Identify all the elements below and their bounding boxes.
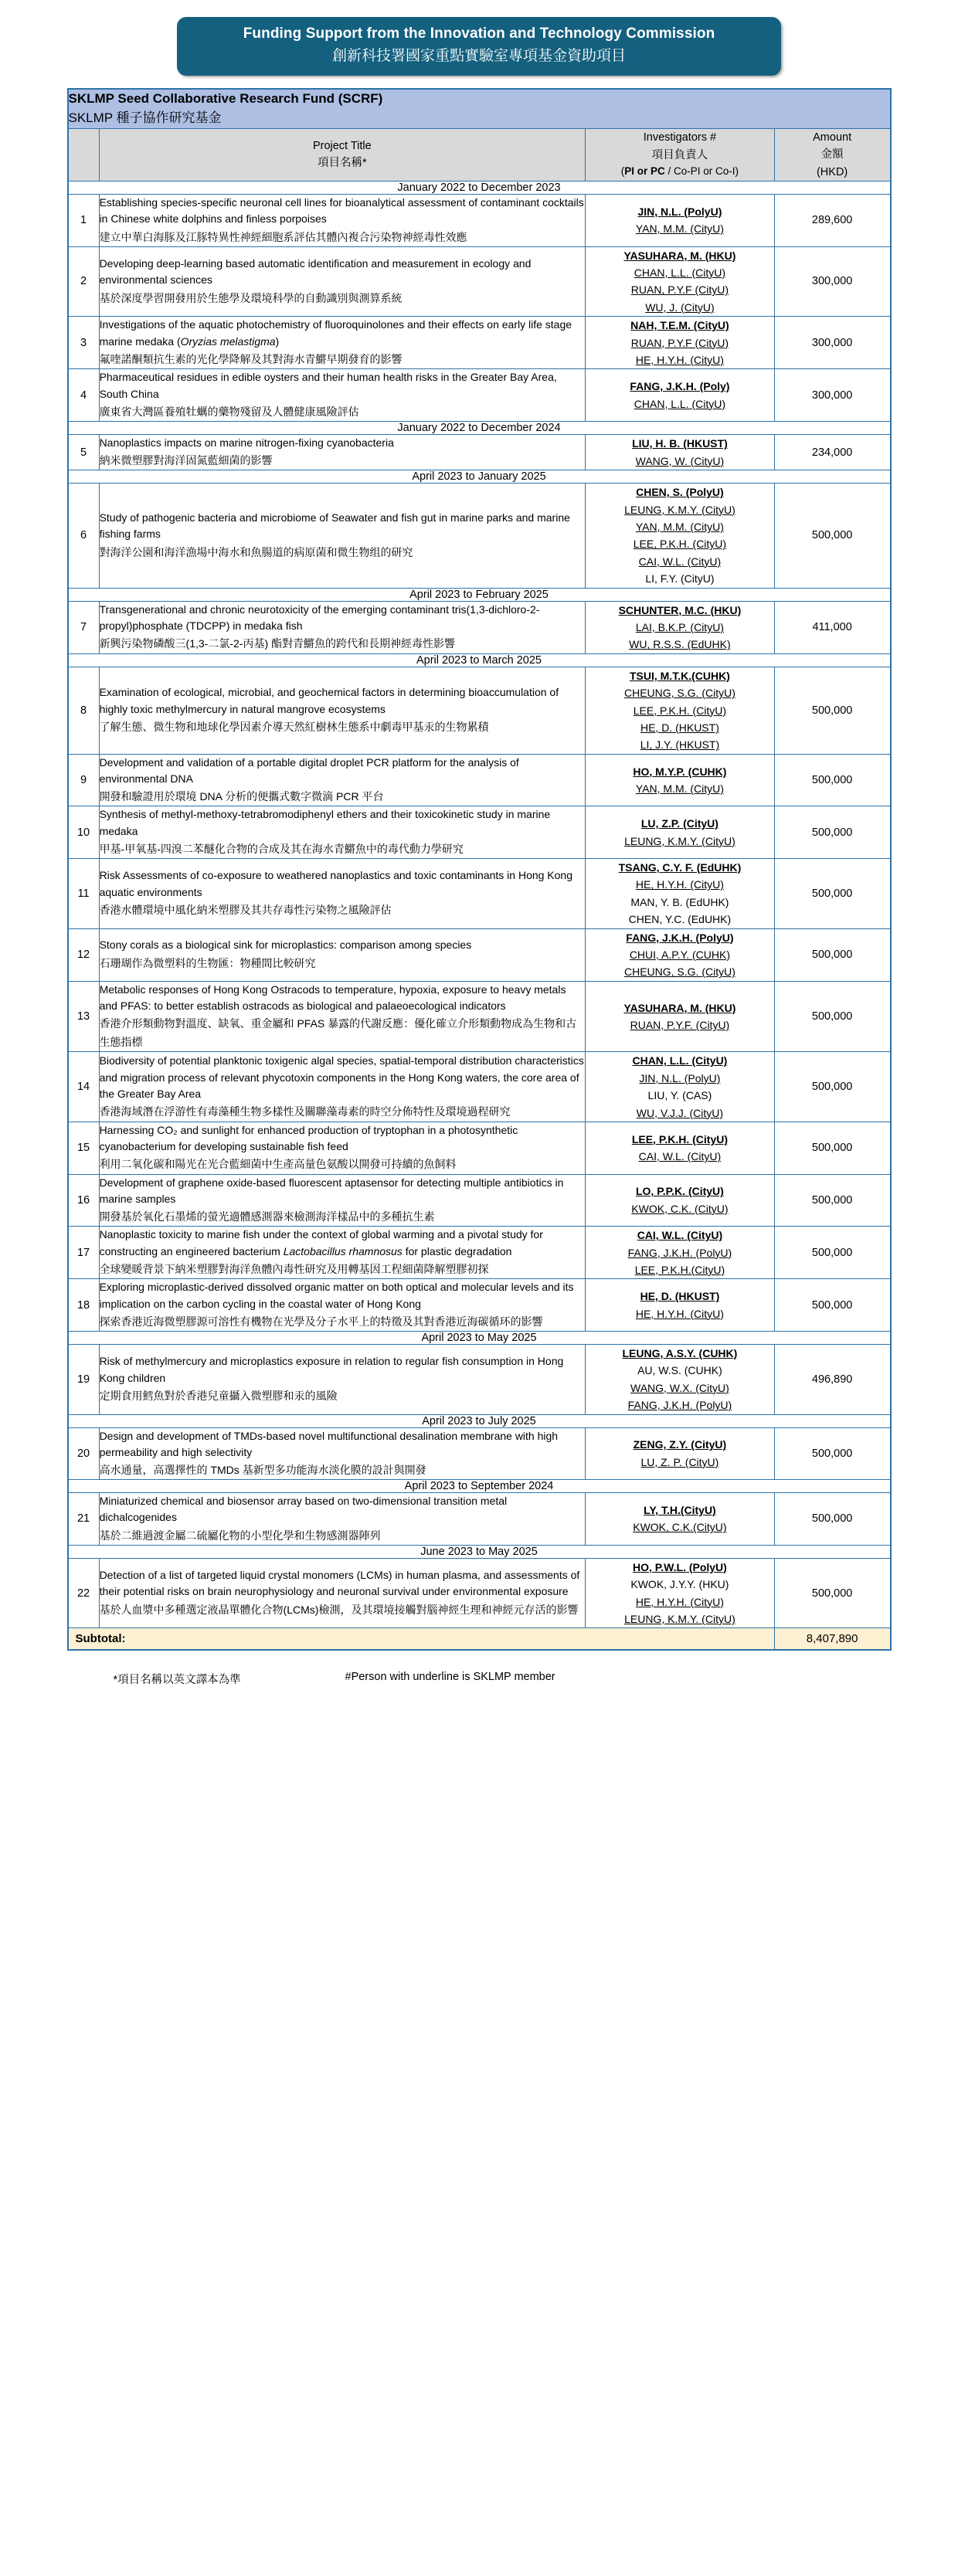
investigator-name: CHEUNG, S.G. (CityU) — [623, 687, 735, 700]
investigator-name: HO, M.Y.P. (CUHK) — [633, 765, 727, 778]
investigator-name: HE, H.Y.H. (CityU) — [635, 878, 724, 891]
period-label: April 2023 to May 2025 — [68, 1331, 890, 1344]
amount-cell: 500,000 — [774, 1558, 890, 1628]
project-title-cell — [99, 806, 586, 859]
table-row — [68, 1279, 890, 1332]
investigator-name: LU, Z. P. (CityU) — [640, 1455, 719, 1468]
investigator-name: LI, J.Y. (HKUST) — [640, 738, 720, 752]
investigator-name: LEUNG, A.S.Y. (CUHK) — [622, 1346, 738, 1359]
project-title-en: Design and development of TMDs-based novel multifunctional desalination membrane with high permeability and high selectivity — [99, 1429, 559, 1458]
project-title-cell — [99, 928, 586, 981]
investigator-name: LO, P.P.K. (CityU) — [635, 1185, 724, 1198]
period-row — [68, 470, 890, 484]
project-title-zh: 高水通量，高選擇性的 TMDs 基新型多功能海水淡化膜的設計與開發 — [99, 1464, 426, 1477]
amount-cell: 300,000 — [774, 246, 890, 317]
project-title-zh: 開發和驗證用於環境 DNA 分析的便攜式數字微滴 PCR 平台 — [99, 790, 384, 803]
project-title-cell — [99, 1122, 586, 1174]
investigator-name: RUAN, P.Y.F. (CityU) — [630, 1019, 730, 1032]
amount-cell: 500,000 — [774, 754, 890, 806]
investigator-name: CHUI, A.P.Y. (CUHK) — [629, 948, 730, 961]
amount-cell: 500,000 — [774, 1427, 890, 1480]
project-title-zh: 納米微塑膠對海洋固氮藍細菌的影響 — [99, 454, 273, 467]
project-number: 16 — [68, 1174, 99, 1227]
project-title-cell — [99, 369, 586, 422]
project-title-zh: 基於二維過渡金屬二硫屬化物的小型化學和生物感測器陣列 — [99, 1529, 381, 1542]
investigator-name: WANG, W. (CityU) — [635, 454, 725, 467]
investigator-name: NAH, T.E.M. (CityU) — [630, 319, 729, 332]
project-title-cell — [99, 858, 586, 928]
funding-table-container — [67, 88, 892, 1651]
project-title-en: Transgenerational and chronic neurotoxicity of the emerging contaminant tris(1,3-dichloro-2-propyl)phosphate (TDCPP) in medaka fish — [99, 602, 540, 633]
project-number: 15 — [68, 1122, 99, 1174]
investigator-name: YAN, M.M. (CityU) — [635, 222, 724, 236]
investigator-name: LIU, Y. (CAS) — [647, 1089, 712, 1102]
investigator-name: WU, V.J.J. (CityU) — [636, 1106, 724, 1119]
period-label: April 2023 to February 2025 — [68, 588, 890, 601]
investigator-name: WU, R.S.S. (EdUHK) — [629, 638, 731, 651]
amount-cell: 500,000 — [774, 1279, 890, 1332]
investigator-name: LEE, P.K.H.(CityU) — [634, 1263, 725, 1276]
investigator-name: ZENG, Z.Y. (CityU) — [633, 1438, 727, 1451]
investigators-cell — [586, 1174, 775, 1227]
project-title-zh: 了解生態、微生物和地球化學因素介導天然紅樹林生態系中劇毒甲基汞的生物累積 — [99, 721, 489, 733]
investigators-cell — [586, 1052, 775, 1122]
table-row — [68, 194, 890, 246]
project-title-cell — [99, 317, 586, 369]
table-row — [68, 484, 890, 588]
project-title-zh: 建立中華白海豚及江豚特異性神經細胞系評估其體內複合污染物神經毒性效應 — [99, 230, 467, 243]
investigator-name: YASUHARA, M. (HKU) — [623, 249, 736, 262]
project-title-zh: 香港介形類動物對溫度、缺氧、重金屬和 PFAS 暴露的代謝反應：優化確立介形類動物成為生物和古生態指標 — [99, 1017, 577, 1049]
investigator-name: HE, D. (HKUST) — [640, 1290, 720, 1303]
project-title-en: Risk Assessments of co-exposure to weathered nanoplastics and toxic contaminants in Hong Kong aquatic environments — [99, 869, 573, 898]
investigator-name: YAN, M.M. (CityU) — [635, 521, 724, 534]
investigators-cell — [586, 981, 775, 1052]
amount-cell: 411,000 — [774, 601, 890, 653]
investigator-name: AU, W.S. (CUHK) — [637, 1364, 722, 1377]
column-header-project-title-en: Project Title — [312, 139, 372, 152]
project-title-cell — [99, 1558, 586, 1628]
investigators-cell — [586, 246, 775, 317]
project-number: 3 — [68, 317, 99, 369]
amount-cell: 500,000 — [774, 1493, 890, 1546]
investigators-cell — [586, 194, 775, 246]
investigator-name: CHAN, L.L. (CityU) — [632, 1054, 728, 1067]
investigator-name: LEUNG, K.M.Y. (CityU) — [624, 503, 735, 516]
investigator-name: LAI, B.K.P. (CityU) — [635, 621, 724, 634]
project-title-en: Biodiversity of potential planktonic toxigenic algal species, spatial-temporal distribution characteristics and migration process of relevant phycotoxin components in the Hong Kong waters, the core area of the Greater Bay Area — [99, 1054, 584, 1100]
funding-banner — [177, 17, 781, 76]
table-row — [68, 667, 890, 754]
investigator-name: CHEN, S. (PolyU) — [636, 486, 724, 499]
period-label: June 2023 to May 2025 — [68, 1545, 890, 1558]
project-title-cell — [99, 601, 586, 653]
project-number: 8 — [68, 667, 99, 754]
investigator-name: RUAN, P.Y.F (CityU) — [630, 336, 729, 349]
amount-cell: 234,000 — [774, 434, 890, 470]
project-title-cell — [99, 981, 586, 1052]
investigator-name: LEE, P.K.H. (CityU) — [633, 538, 727, 551]
project-title-zh: 廣東省大灣區養殖牡蠣的藥物殘留及人體健康風險評估 — [99, 405, 359, 418]
project-title-zh: 探索香港近海微塑膠源可溶性有機物在光學及分子水平上的特徵及其對香港近海碳循环的影響 — [99, 1315, 543, 1328]
amount-cell: 496,890 — [774, 1344, 890, 1414]
investigator-name: LY, T.H.(CityU) — [644, 1504, 716, 1517]
project-title-zh: 基於深度學習開發用於生態學及環境科學的自動識別與測算系統 — [99, 291, 403, 304]
project-title-cell — [99, 194, 586, 246]
project-number: 12 — [68, 928, 99, 981]
fund-title-chinese: SKLMP 種子協作研究基金 — [68, 110, 222, 125]
investigator-name: KWOK, C.K.(CityU) — [633, 1521, 727, 1534]
period-label: January 2022 to December 2024 — [68, 421, 890, 434]
funding-table — [68, 89, 891, 1650]
amount-cell: 500,000 — [774, 484, 890, 588]
project-title-zh: 全球變暖背景下納米塑膠對海洋魚體內毒性研究及用轉基因工程細菌降解塑膠初探 — [99, 1262, 489, 1275]
column-header-amount — [774, 128, 890, 181]
table-row — [68, 1227, 890, 1279]
period-label: April 2023 to September 2024 — [68, 1480, 890, 1493]
investigator-name: LI, F.Y. (CityU) — [645, 572, 715, 585]
investigator-name: WU, J. (CityU) — [645, 300, 715, 314]
investigator-name: KWOK, C.K. (CityU) — [631, 1202, 729, 1215]
table-row — [68, 369, 890, 422]
investigator-name: JIN, N.L. (PolyU) — [637, 205, 722, 218]
project-title-cell — [99, 1279, 586, 1332]
project-title-zh: 新興污染物磷酸三(1,3-二氯-2-丙基) 酯對青鱂魚的跨代和長期神經毒性影響 — [99, 637, 456, 650]
investigator-name: CHEUNG, S.G. (CityU) — [623, 966, 735, 979]
investigators-cell — [586, 1279, 775, 1332]
investigator-name: LEUNG, K.M.Y. (CityU) — [624, 1612, 735, 1625]
project-title-en: Harnessing CO₂ and sunlight for enhanced production of tryptophan in a photosynthetic cyanobacterium for developing sustainable fish feed — [99, 1123, 518, 1153]
investigator-name: WANG, W.X. (CityU) — [630, 1381, 729, 1394]
project-title-zh: 對海洋公園和海洋漁場中海水和魚腸道的病原菌和微生物组的研究 — [99, 545, 413, 558]
table-row — [68, 1427, 890, 1480]
project-number: 18 — [68, 1279, 99, 1332]
column-header-project-title — [99, 128, 586, 181]
table-row — [68, 1493, 890, 1546]
table-row — [68, 754, 890, 806]
footnote-title-note: *項目名稱以英文譯本為準 — [113, 1674, 241, 1687]
project-title-zh: 甲基-甲氧基-四溴二苯醚化合物的合成及其在海水青鱂魚中的毒代動力學研究 — [99, 842, 464, 855]
investigators-cell — [586, 1344, 775, 1414]
amount-cell: 500,000 — [774, 1174, 890, 1227]
investigators-cell — [586, 806, 775, 859]
investigator-name: LEE, P.K.H. (CityU) — [633, 704, 727, 717]
investigator-name: JIN, N.L. (PolyU) — [639, 1071, 721, 1084]
investigators-cell — [586, 317, 775, 369]
fund-title-english: SKLMP Seed Collaborative Research Fund (SCRF) — [68, 91, 383, 107]
amount-cell: 500,000 — [774, 981, 890, 1052]
investigators-cell — [586, 369, 775, 422]
column-header-amount-en: Amount — [813, 131, 852, 144]
funding-table-body — [68, 90, 890, 1650]
investigator-name: CHAN, L.L. (CityU) — [634, 266, 726, 279]
period-row — [68, 1331, 890, 1344]
table-row — [68, 1052, 890, 1122]
table-row — [68, 246, 890, 317]
table-row — [68, 1122, 890, 1174]
period-row — [68, 1545, 890, 1558]
project-title-en: Risk of methylmercury and microplastics exposure in relation to regular fish consumption in Hong Kong children — [99, 1355, 564, 1384]
fund-title-cell — [68, 90, 890, 128]
project-title-zh: 開發基於氧化石墨烯的螢光適體感測器來檢測海洋樣品中的多種抗生素 — [99, 1210, 435, 1224]
table-row — [68, 806, 890, 859]
amount-cell: 289,600 — [774, 194, 890, 246]
period-row — [68, 421, 890, 434]
project-number: 19 — [68, 1344, 99, 1414]
investigators-cell — [586, 484, 775, 588]
project-title-cell — [99, 1174, 586, 1227]
fund-title-row — [68, 90, 890, 128]
project-title-cell — [99, 1427, 586, 1480]
investigator-name: CAI, W.L. (CityU) — [638, 1150, 722, 1163]
investigators-cell — [586, 1558, 775, 1628]
column-header-amount-currency: (HKD) — [816, 165, 848, 178]
investigator-name: CHAN, L.L. (CityU) — [634, 397, 726, 410]
investigator-name: FANG, J.K.H. (PolyU) — [627, 1399, 732, 1412]
amount-cell: 300,000 — [774, 369, 890, 422]
project-number: 7 — [68, 601, 99, 653]
project-title-en: Miniaturized chemical and biosensor array based on two-dimensional transition metal dichalcogenides — [99, 1495, 508, 1524]
project-title-zh: 基於人血漿中多種選定液晶單體化合物(LCMs)檢測，及其環境接觸對腦神經生理和神經元存活的影響 — [99, 1603, 579, 1616]
investigator-name: KWOK, J.Y.Y. (HKU) — [630, 1578, 729, 1591]
investigators-cell — [586, 1122, 775, 1174]
period-label: April 2023 to January 2025 — [68, 470, 890, 484]
subtotal-row — [68, 1628, 890, 1650]
table-row — [68, 601, 890, 653]
project-title-zh: 香港海域潛在浮游性有毒藻種生物多樣性及關聯藻毒素的時空分佈特性及環境過程研究 — [99, 1105, 511, 1118]
banner-container — [0, 17, 958, 76]
investigator-name: TSANG, C.Y. F. (EdUHK) — [618, 860, 742, 874]
period-row — [68, 1414, 890, 1427]
period-row — [68, 1480, 890, 1493]
project-number: 20 — [68, 1427, 99, 1480]
project-number: 9 — [68, 754, 99, 806]
project-number: 1 — [68, 194, 99, 246]
footnotes — [67, 1671, 892, 1687]
project-title-en: Development of graphene oxide-based fluorescent aptasensor for detecting multiple antibiotics in marine samples — [99, 1176, 564, 1205]
investigator-name: YAN, M.M. (CityU) — [635, 782, 724, 796]
period-row — [68, 181, 890, 194]
project-title-cell — [99, 1227, 586, 1279]
investigators-cell — [586, 667, 775, 754]
subtotal-amount: 8,407,890 — [774, 1628, 890, 1650]
project-number: 13 — [68, 981, 99, 1052]
investigator-name: TSUI, M.T.K.(CUHK) — [629, 669, 730, 682]
project-number: 11 — [68, 858, 99, 928]
investigator-name: FANG, J.K.H. (Poly) — [630, 380, 730, 393]
column-header-investigators-zh: 項目負責人 — [651, 148, 708, 161]
investigator-name: HE, H.Y.H. (CityU) — [635, 1307, 724, 1320]
project-title-zh: 石珊瑚作為微塑料的生物匯：物種間比較研究 — [99, 956, 316, 969]
investigators-cell — [586, 858, 775, 928]
project-title-en: Pharmaceutical residues in edible oysters and their human health risks in the Greater Bay Area, South China — [99, 371, 557, 400]
amount-cell: 500,000 — [774, 858, 890, 928]
project-title-zh: 香港水體環境中風化納米塑膠及其共存毒性污染物之風險評估 — [99, 903, 392, 916]
project-title-en: Stony corals as a biological sink for microplastics: comparison among species — [99, 938, 472, 952]
project-number: 22 — [68, 1558, 99, 1628]
project-number: 4 — [68, 369, 99, 422]
investigators-cell — [586, 754, 775, 806]
project-number: 14 — [68, 1052, 99, 1122]
project-title-en: Study of pathogenic bacteria and microbiome of Seawater and fish gut in marine parks and marine fishing farms — [99, 511, 570, 541]
subtotal-label: Subtotal: — [68, 1628, 774, 1650]
amount-cell: 500,000 — [774, 667, 890, 754]
investigator-name: CHEN, Y.C. (EdUHK) — [628, 913, 732, 926]
project-title-cell — [99, 434, 586, 470]
investigators-cell — [586, 1493, 775, 1546]
banner-title-chinese: 創新科技署國家重點實驗室專項基金資助項目 — [331, 47, 626, 64]
investigators-cell — [586, 1427, 775, 1480]
period-label: January 2022 to December 2023 — [68, 181, 890, 194]
table-row — [68, 317, 890, 369]
project-number: 6 — [68, 484, 99, 588]
project-title-en: Examination of ecological, microbial, and geochemical factors in determining bioaccumulation of highly toxic methylmercury in natural mangrove ecosystems — [99, 686, 559, 715]
investigator-name: HE, D. (HKUST) — [640, 721, 719, 734]
investigator-name: HE, H.Y.H. (CityU) — [635, 353, 724, 366]
project-title-en: Nanoplastic toxicity to marine fish under the context of global warming and a pivotal study for constructing an engineered bacterium Lactobacillus rhamnosus for plastic degradation — [99, 1228, 543, 1257]
investigator-name: LU, Z.P. (CityU) — [640, 817, 718, 830]
investigator-name: FANG, J.K.H. (PolyU) — [626, 931, 734, 944]
investigators-cell — [586, 434, 775, 470]
project-title-en: Nanoplastics impacts on marine nitrogen-fixing cyanobacteria — [99, 436, 394, 449]
project-number: 21 — [68, 1493, 99, 1546]
project-number: 17 — [68, 1227, 99, 1279]
investigator-name: RUAN, P.Y.F (CityU) — [630, 283, 729, 297]
project-number: 5 — [68, 434, 99, 470]
investigators-cell — [586, 928, 775, 981]
column-header-investigators-en: Investigators # — [643, 131, 717, 144]
project-title-en: Synthesis of methyl-methoxy-tetrabromodiphenyl ethers and their toxicokinetic study in marine medaka — [99, 808, 551, 837]
table-row — [68, 1174, 890, 1227]
column-header-investigators-note: (PI or PC / Co-PI or Co-I) — [620, 165, 739, 178]
column-header-no — [68, 128, 99, 181]
column-header-row — [68, 128, 890, 181]
investigator-name: HO, P.W.L. (PolyU) — [632, 1560, 727, 1573]
project-title-zh: 氟喹諾酮類抗生素的光化學降解及其對海水青鱂早期發育的影響 — [99, 352, 403, 365]
project-title-cell — [99, 484, 586, 588]
investigators-cell — [586, 1227, 775, 1279]
project-title-en: Detection of a list of targeted liquid crystal monomers (LCMs) in human plasma, and assessments of their potential risks on brain neurophysiology and neuronal survival under environmental exposure — [99, 1569, 580, 1598]
project-number: 10 — [68, 806, 99, 859]
column-header-project-title-zh: 項目名稱* — [318, 157, 367, 170]
period-label: April 2023 to July 2025 — [68, 1414, 890, 1427]
investigator-name: LEUNG, K.M.Y. (CityU) — [624, 834, 735, 847]
project-title-cell — [99, 754, 586, 806]
amount-cell: 500,000 — [774, 928, 890, 981]
project-title-en: Metabolic responses of Hong Kong Ostracods to temperature, hypoxia, exposure to heavy metals and PFAS: to better establish ostracods as biological and palaeoecological indicators — [99, 983, 566, 1012]
project-title-en: Development and validation of a portable digital droplet PCR platform for the analysis of environmental DNA — [99, 755, 519, 786]
project-title-en: Establishing species-specific neuronal cell lines for bioanalytical assessment of contaminant cocktails in Chinese white dolphins and finless porpoises — [99, 195, 584, 226]
column-header-investigators — [586, 128, 775, 181]
investigator-name: CAI, W.L. (CityU) — [638, 555, 722, 568]
investigator-name: LIU, H. B. (HKUST) — [632, 437, 728, 450]
column-header-amount-zh: 金額 — [820, 148, 844, 161]
project-title-cell — [99, 667, 586, 754]
investigator-name: LEE, P.K.H. (CityU) — [631, 1132, 729, 1145]
banner-title-english: Funding Support from the Innovation and Technology Commission — [243, 25, 715, 42]
table-row — [68, 928, 890, 981]
amount-cell: 500,000 — [774, 1122, 890, 1174]
project-title-en: Developing deep-learning based automatic identification and measurement in ecology and environmental sciences — [99, 257, 532, 287]
investigator-name: SCHUNTER, M.C. (HKU) — [618, 603, 742, 616]
amount-cell: 500,000 — [774, 1227, 890, 1279]
table-row — [68, 858, 890, 928]
table-row — [68, 434, 890, 470]
project-title-cell — [99, 246, 586, 317]
amount-cell: 500,000 — [774, 1052, 890, 1122]
project-title-cell — [99, 1344, 586, 1414]
amount-cell: 300,000 — [774, 317, 890, 369]
project-title-zh: 利用二氧化碳和陽光在光合藍細菌中生產高量色氨酸以開發可持續的魚飼料 — [99, 1158, 457, 1171]
period-row — [68, 653, 890, 667]
investigator-name: CAI, W.L. (CityU) — [637, 1229, 723, 1242]
project-number: 2 — [68, 246, 99, 317]
project-title-cell — [99, 1493, 586, 1546]
project-title-cell — [99, 1052, 586, 1122]
investigator-name: MAN, Y. B. (EdUHK) — [630, 895, 729, 908]
investigator-name: HE, H.Y.H. (CityU) — [635, 1595, 724, 1608]
table-row — [68, 981, 890, 1052]
project-title-en: Investigations of the aquatic photochemistry of fluoroquinolones and their effects on early life stage marine medaka (Oryzias melastigma) — [99, 318, 572, 348]
investigators-cell — [586, 601, 775, 653]
period-row — [68, 588, 890, 601]
amount-cell: 500,000 — [774, 806, 890, 859]
footnote-member-note: #Person with underline is SKLMP member — [345, 1671, 555, 1684]
period-label: April 2023 to March 2025 — [68, 653, 890, 667]
project-title-zh: 定期食用鱈魚對於香港兒童攝入微塑膠和汞的風險 — [99, 1389, 338, 1402]
table-row — [68, 1344, 890, 1414]
investigator-name: YASUHARA, M. (HKU) — [623, 1001, 736, 1014]
table-row — [68, 1558, 890, 1628]
project-title-en: Exploring microplastic-derived dissolved organic matter on both optical and molecular levels and its implication on the carbon cycling in the coastal water of Hong Kong — [99, 1281, 574, 1310]
investigator-name: FANG, J.K.H. (PolyU) — [627, 1246, 732, 1259]
